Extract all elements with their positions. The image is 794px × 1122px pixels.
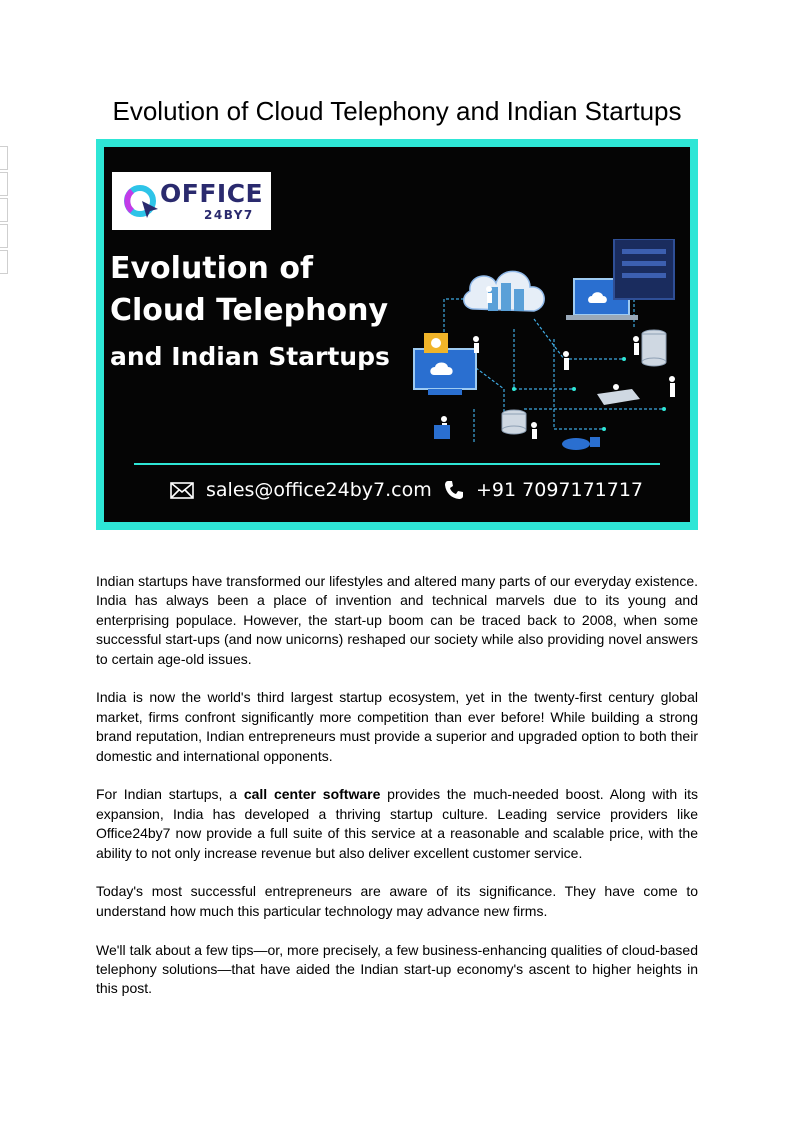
paragraph-5: We'll talk about a few tips—or, more precisely, a few business-enhancing qualities of cloud-based telephony solutions—that have aided the Indian start-up economy's ascent to higher heights in this post. bbox=[96, 941, 698, 997]
logo-brand-text: OFFICE bbox=[160, 179, 264, 208]
paragraph-1: Indian startups have transformed our lifestyles and altered many parts of our everyday existence. India has always been a place of invention and technical marvels due to its young and enterprising populace. However, the start-up boom can be traced back to 2008, when some successful start-ups (and now unicorns) reshaped our society while also providing novel answers to certain age-old issues. bbox=[96, 573, 698, 667]
mail-icon bbox=[170, 482, 194, 499]
brand-logo bbox=[112, 172, 271, 230]
contact-email-text: sales@office24by7.com bbox=[206, 479, 432, 501]
paragraph-2: India is now the world's third largest startup ecosystem, yet in the twenty-first century global market, firms confront significantly more competition than ever before! While building a strong brand reputation, Indian entrepreneurs must provide a superior and upgraded option to both their domestic and international opponents. bbox=[96, 689, 698, 764]
paragraph-3-rest: provides the much-needed boost. Along with its expansion, India has developed a thriving startup culture. Leading service providers like Office24by7 now provide a full suite of this service at a reasonable and scalable price, with the ability to not only increase revenue but also deliver excellent customer service. bbox=[96, 786, 698, 861]
cloud-network-illustration bbox=[404, 239, 690, 454]
banner-headline-line3: and Indian Startups bbox=[110, 342, 390, 371]
logo-sub-text: 24BY7 bbox=[204, 208, 254, 222]
contact-phone[interactable] bbox=[444, 479, 643, 501]
hero-banner bbox=[96, 139, 698, 530]
call-center-software-link[interactable]: call center software bbox=[243, 786, 381, 803]
banner-headline-line1: Evolution of bbox=[110, 251, 313, 286]
logo-q-icon bbox=[122, 181, 162, 221]
phone-icon bbox=[444, 480, 464, 500]
contact-email[interactable] bbox=[170, 479, 432, 501]
banner-headline-line2: Cloud Telephony bbox=[110, 293, 388, 328]
contact-phone-text: +91 7097171717 bbox=[476, 479, 644, 501]
paragraph-4: Today's most successful entrepreneurs are aware of its significance. They have come to understand how much this particular technology may advance new firms. bbox=[96, 883, 698, 919]
banner-divider bbox=[134, 463, 660, 465]
paragraph-3-lead: For Indian startups, a bbox=[96, 786, 244, 803]
article-body bbox=[96, 572, 698, 1018]
margin-markers bbox=[0, 146, 8, 276]
page-title: Evolution of Cloud Telephony and Indian Startups bbox=[112, 96, 682, 126]
banner-background bbox=[104, 147, 690, 522]
paragraph-3 bbox=[96, 785, 698, 863]
